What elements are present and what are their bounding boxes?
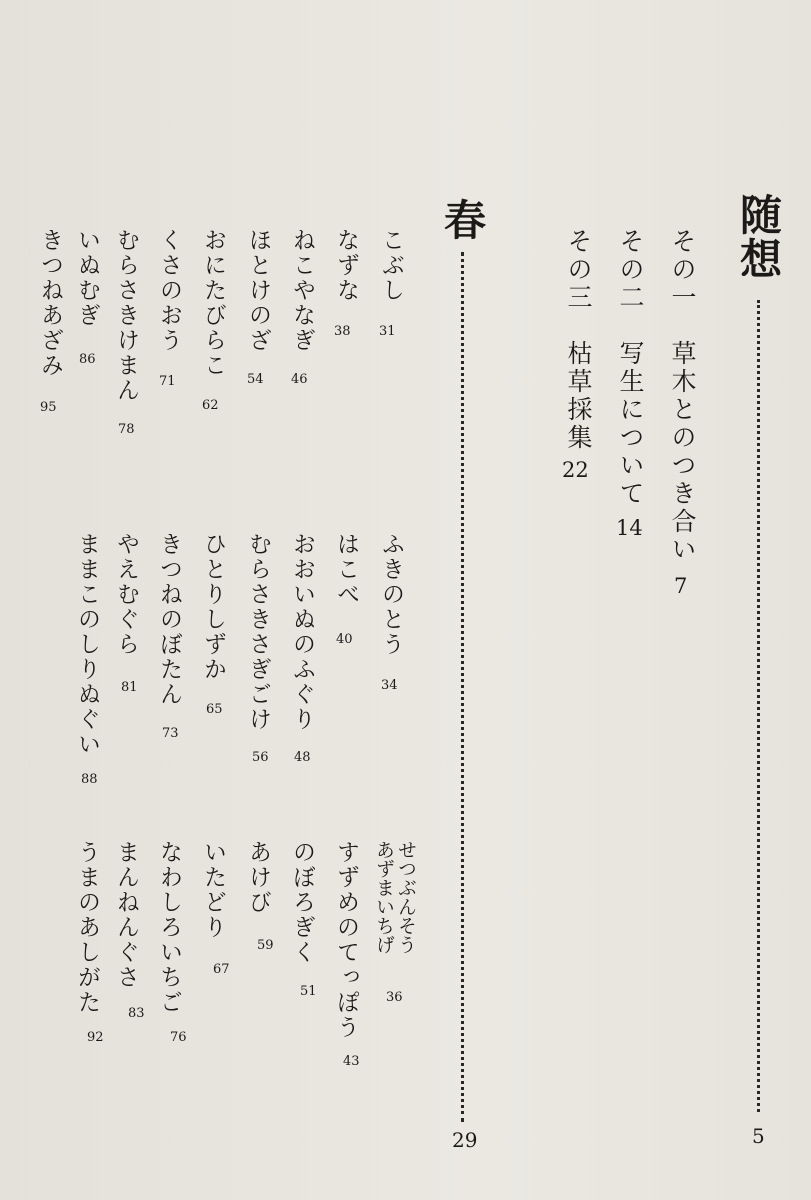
spring-entry-murasakikeman: むらさきけまん [113,228,139,403]
spring-start-page: 29 [452,1128,478,1152]
spring-entry-kobushi-page: 31 [379,324,396,339]
essay-1-page: 7 [674,574,688,598]
spring-entry-kusanoou: くさのおう [156,228,182,353]
spring-entry-murasakisagigoke-page: 56 [252,750,269,765]
spring-entry-akebi: あけび [245,840,271,915]
essay-1-title: その一 草木とのつき合い [668,228,697,564]
spring-entry-mannengusa-page: 83 [128,1006,145,1021]
spring-entry-murasakikeman-page: 78 [118,422,135,437]
spring-entry-itadori: いたどり [200,840,226,940]
essays-leader-dots [757,300,760,1112]
spring-entry-hitorishizuka-page: 65 [206,702,223,717]
spring-leader-dots [461,252,464,1122]
spring-entry-ooinunofuguri-page: 48 [294,750,311,765]
spring-entry-umanoashigata-page: 92 [87,1030,104,1045]
spring-entry-noborogiku-page: 51 [300,984,317,999]
spring-entry-itadori-page: 67 [213,962,230,977]
spring-entry-nawashiroichigo-page: 76 [170,1030,187,1045]
spring-entry-azumaichige: あずまいちげ [373,840,395,954]
essay-3-title: その三 枯草採集 [564,228,593,452]
spring-entry-mamakonoshirinugui: ままこのしりぬぐい [74,532,100,757]
spring-heading: 春 [438,198,487,242]
spring-entry-setsubunsou: せつぶんそう [395,840,417,954]
spring-entry-inumugi-page: 86 [79,352,96,367]
spring-entry-hakobe-page: 40 [336,632,353,647]
spring-entry-nawashiroichigo: なわしろいちご [156,840,182,1015]
essay-2-page: 14 [616,516,643,540]
spring-entry-yaemugura: やえむぐら [113,532,139,657]
spring-entry-nazuna: なずな [333,228,359,303]
spring-entry-onitabirako: おにたびらこ [200,228,226,378]
spring-entry-onitabirako-page: 62 [202,398,219,413]
spring-entry-setsubunsou-page: 36 [386,990,403,1005]
spring-entry-fukinotou: ふきのとう [378,532,404,657]
spring-entry-nekoyanagi-page: 46 [291,372,308,387]
spring-entry-mannengusa: まんねんぐさ [113,840,139,990]
spring-entry-nekoyanagi: ねこやなぎ [289,228,315,353]
spring-entry-hitorishizuka: ひとりしずか [200,532,226,682]
spring-entry-kitsuneazami: きつねあざみ [37,228,63,378]
spring-entry-yaemugura-page: 81 [121,680,138,695]
spring-entry-hotokenoza: ほとけのざ [245,228,271,353]
spring-entry-kitsuneazami-page: 95 [40,400,57,415]
spring-entry-suzumenoteppou-page: 43 [343,1054,360,1069]
spring-entry-suzumenoteppou: すずめのてっぽう [333,840,359,1040]
spring-entry-umanoashigata: うまのあしがた [74,840,100,1015]
spring-entry-kusanoou-page: 71 [159,374,176,389]
essays-heading: 随想 [734,193,783,281]
spring-entry-noborogiku: のぼろぎく [289,840,315,965]
essays-start-page: 5 [752,1124,765,1148]
spring-entry-kitsunenobotan: きつねのぼたん [156,532,182,707]
spring-entry-kitsunenobotan-page: 73 [162,726,179,741]
essay-2-title: その二 写生について [616,228,645,508]
essay-3-page: 22 [562,458,589,482]
spring-entry-inumugi: いぬむぎ [74,228,100,328]
spring-entry-hotokenoza-page: 54 [247,372,264,387]
spring-entry-ooinunofuguri: おおいぬのふぐり [289,532,315,732]
spring-entry-fukinotou-page: 34 [381,678,398,693]
spring-entry-akebi-page: 59 [257,938,274,953]
spring-entry-nazuna-page: 38 [334,324,351,339]
spring-entry-murasakisagigoke: むらさきさぎごけ [245,532,271,732]
spring-entry-mamakonoshirinugui-page: 88 [81,772,98,787]
spring-entry-hakobe: はこべ [333,532,359,607]
spring-entry-kobushi: こぶし [378,228,404,303]
